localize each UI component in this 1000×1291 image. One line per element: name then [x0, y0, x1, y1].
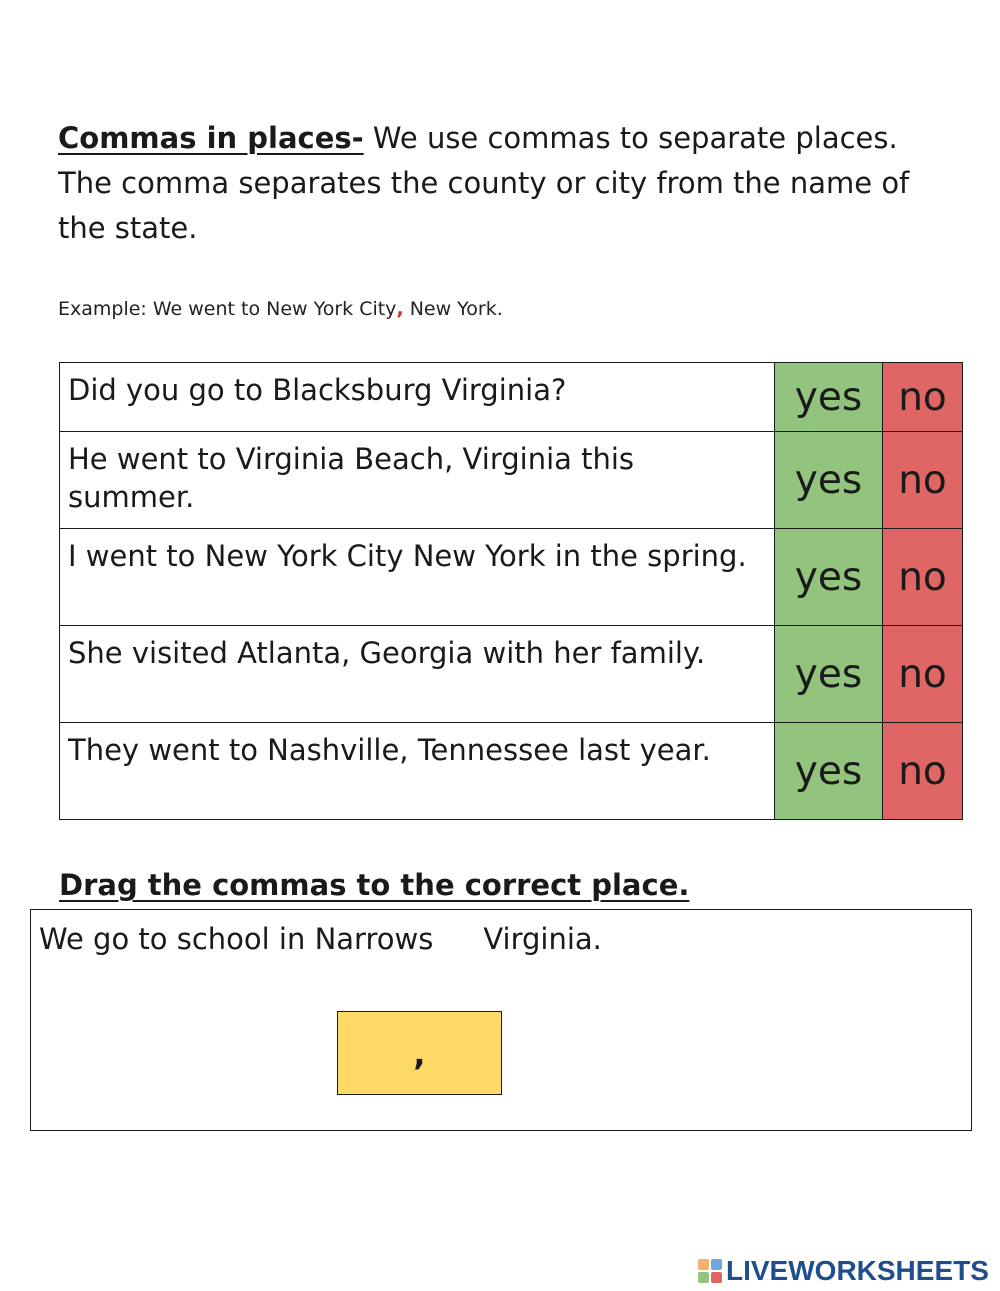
quiz-sentence: Did you go to Blacksburg Virginia?	[60, 363, 775, 432]
yes-button[interactable]: yes	[775, 626, 883, 723]
drag-drop-area[interactable]	[30, 909, 972, 1131]
table-row	[60, 723, 963, 820]
example-before: Example: We went to New York City	[58, 298, 397, 320]
draggable-comma-tile[interactable]: ,	[337, 1011, 502, 1095]
quiz-sentence: He went to Virginia Beach, Virginia this summer.	[60, 432, 775, 529]
table-row	[60, 363, 963, 432]
example-sentence	[58, 298, 503, 320]
no-button[interactable]: no	[883, 529, 963, 626]
no-button[interactable]: no	[883, 626, 963, 723]
quiz-sentence: She visited Atlanta, Georgia with her family.	[60, 626, 775, 723]
yes-button[interactable]: yes	[775, 432, 883, 529]
logo-square	[698, 1259, 709, 1270]
intro-body: We use commas to separate places. The comma separates the county or city from the name of the state.	[58, 121, 910, 245]
quiz-sentence: I went to New York City New York in the spring.	[60, 529, 775, 626]
no-button[interactable]: no	[883, 723, 963, 820]
yes-button[interactable]: yes	[775, 363, 883, 432]
logo-square	[711, 1259, 722, 1270]
drag-sentence-part2: Virginia.	[483, 922, 602, 956]
liveworksheets-logo	[698, 1255, 989, 1287]
no-button[interactable]: no	[883, 432, 963, 529]
table-row	[60, 432, 963, 529]
drag-heading: Drag the commas to the correct place.	[59, 868, 690, 902]
yes-button[interactable]: yes	[775, 529, 883, 626]
example-comma: ,	[396, 298, 404, 320]
logo-square	[711, 1272, 722, 1283]
liveworksheets-logo-icon	[698, 1259, 722, 1283]
intro-heading: Commas in places-	[58, 121, 364, 155]
no-button[interactable]: no	[883, 363, 963, 432]
logo-text: LIVEWORKSHEETS	[726, 1255, 989, 1286]
example-after: New York.	[403, 298, 503, 320]
yes-button[interactable]: yes	[775, 723, 883, 820]
quiz-table	[59, 362, 963, 820]
drag-sentence	[39, 922, 602, 956]
drag-sentence-part1: We go to school in Narrows	[39, 922, 434, 956]
intro-paragraph	[58, 116, 958, 251]
table-row	[60, 529, 963, 626]
quiz-sentence: They went to Nashville, Tennessee last year.	[60, 723, 775, 820]
logo-square	[698, 1272, 709, 1283]
table-row	[60, 626, 963, 723]
